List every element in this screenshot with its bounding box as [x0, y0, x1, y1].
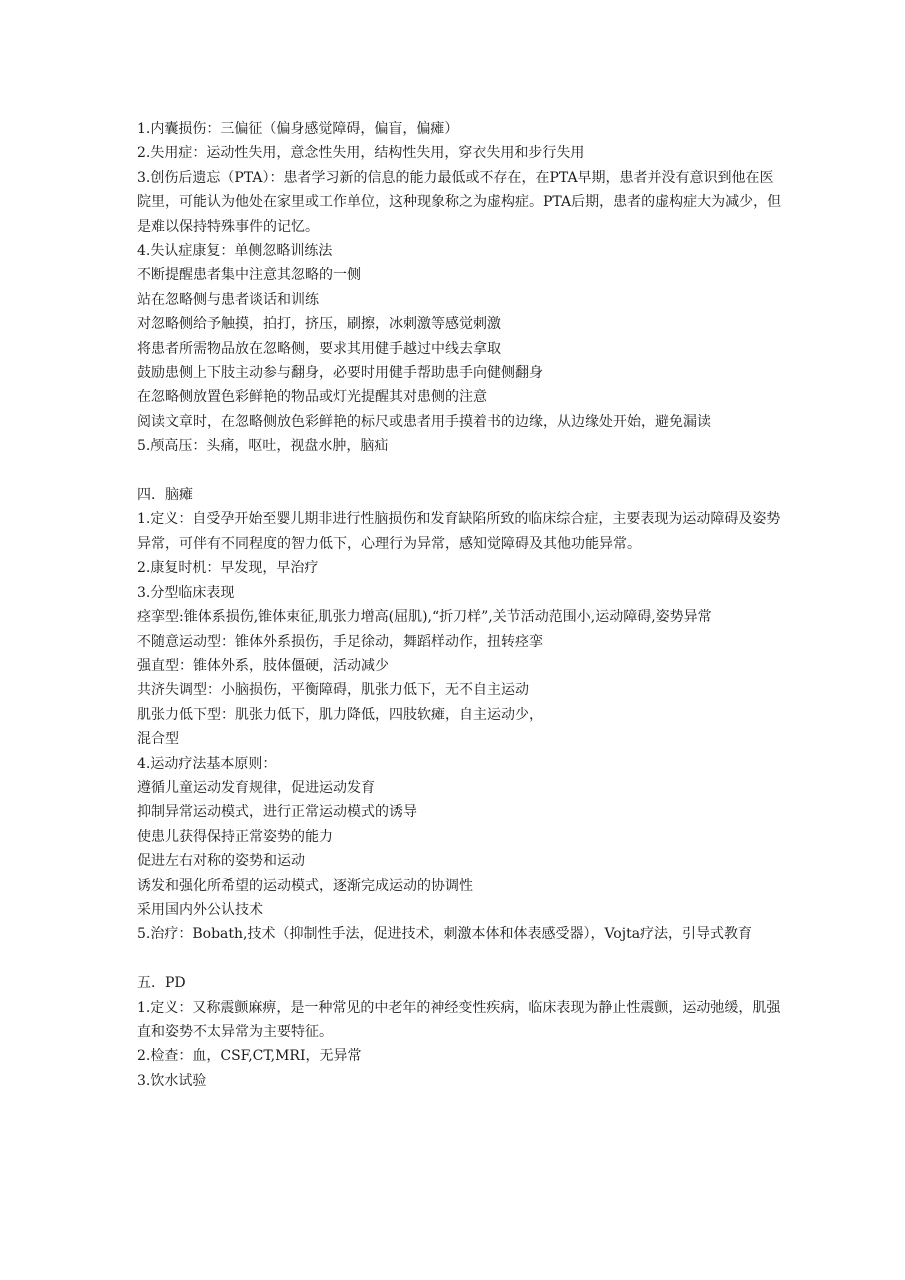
text-line-cp-spastic: 痉挛型:锥体系损伤,锥体束征,肌张力增高(屈肌),“折刀样”,关节活动范围小,运动障碍,姿势异常 — [137, 609, 712, 626]
text-line-pd-exam: 2.检查：血，CSF,CT,MRI，无异常 — [137, 1048, 362, 1065]
text-line-cp-principle-4: 促进左右对称的姿势和运动 — [137, 853, 305, 870]
text-line-cp-treatment: 5.治疗：Bobath,技术（抑制性手法，促进技术，刺激本体和体表感受器），Vojta疗法，引导式教育 — [137, 926, 753, 943]
text-line-neglect-4: 将患者所需物品放在忽略侧，要求其用健手越过中线去拿取 — [137, 340, 501, 357]
section-heading-pd: 五．PD — [137, 975, 186, 992]
text-line-apraxia: 2.失用症：运动性失用，意念性失用，结构性失用，穿衣失用和步行失用 — [137, 145, 585, 162]
blank-line — [137, 947, 787, 971]
text-line-neglect-6: 在忽略侧放置色彩鲜艳的物品或灯光提醒其对患侧的注意 — [137, 389, 487, 406]
text-line-cp-exercise-principles: 4.运动疗法基本原则： — [137, 755, 277, 772]
text-line-cp-types: 3.分型临床表现 — [137, 584, 235, 601]
text-line-neglect-3: 对忽略侧给予触摸，拍打，挤压，刷擦，冰刺激等感觉刺激 — [137, 316, 501, 333]
text-line-cp-principle-6: 采用国内外公认技术 — [137, 901, 263, 918]
text-line-neglect-2: 站在忽略侧与患者谈话和训练 — [137, 291, 319, 308]
blank-line — [137, 459, 787, 483]
text-line-neglect-7: 阅读文章时，在忽略侧放色彩鲜艳的标尺或患者用手摸着书的边缘，从边缘处开始，避免漏读 — [137, 413, 711, 430]
text-line-pd-water-test: 3.饮水试验 — [137, 1072, 207, 1089]
text-line-cp-definition: 1.定义：自受孕开始至婴儿期非进行性脑损伤和发育缺陷所致的临床综合症，主要表现为运动障碍及姿势异常，可伴有不同程度的智力低下，心理行为异常，感知觉障碍及其他功能异常。 — [137, 511, 781, 552]
text-line-intracranial-pressure: 5.颅高压：头痛，呕吐，视盘水肿，脑疝 — [137, 438, 389, 455]
text-line-cp-principle-2: 抑制异常运动模式，进行正常运动模式的诱导 — [137, 804, 417, 821]
text-line-cp-principle-5: 诱发和强化所希望的运动模式，逐渐完成运动的协调性 — [137, 877, 473, 894]
section-heading-cerebral-palsy: 四．脑瘫 — [137, 487, 193, 504]
text-line-cp-timing: 2.康复时机：早发现，早治疗 — [137, 560, 319, 577]
text-line-cp-principle-1: 遵循儿童运动发育规律，促进运动发育 — [137, 779, 375, 796]
text-line-cp-mixed: 混合型 — [137, 731, 179, 748]
text-line-pd-definition: 1.定义：又称震颤麻痹，是一种常见的中老年的神经变性疾病，临床表现为静止性震颤，运动弛缓，肌强直和姿势不太异常为主要特征。 — [137, 999, 781, 1040]
text-line-cp-athetoid: 不随意运动型：锥体外系损伤，手足徐动，舞蹈样动作，扭转痉挛 — [137, 633, 543, 650]
document-body — [137, 117, 787, 1093]
text-line-cp-principle-3: 使患儿获得保持正常姿势的能力 — [137, 828, 333, 845]
text-line-pta: 3.创伤后遗忘（PTA）：患者学习新的信息的能力最低或不存在，在PTA早期，患者并没有意识到他在医院里，可能认为他处在家里或工作单位，这种现象称之为虚构症。PTA后期，患者的虚构症大为减少，但是难以保持特殊事件的记忆。 — [137, 169, 782, 235]
text-line-neglect-5: 鼓励患侧上下肢主动参与翻身，必要时用健手帮助患手向健侧翻身 — [137, 365, 543, 382]
text-line-internal-capsule: 1.内囊损伤：三偏征（偏身感觉障碍，偏盲，偏瘫） — [137, 121, 459, 137]
text-line-cp-rigid: 强直型：锥体外系，肢体僵硬，活动减少 — [137, 657, 389, 674]
text-line-neglect-1: 不断提醒患者集中注意其忽略的一侧 — [137, 267, 361, 284]
text-line-cp-hypotonic: 肌张力低下型：肌张力低下，肌力降低，四肢软瘫，自主运动少， — [137, 706, 543, 723]
text-line-agnosia-rehab: 4.失认症康复：单侧忽略训练法 — [137, 243, 333, 260]
text-line-cp-ataxic: 共济失调型：小脑损伤，平衡障碍，肌张力低下，无不自主运动 — [137, 682, 529, 699]
